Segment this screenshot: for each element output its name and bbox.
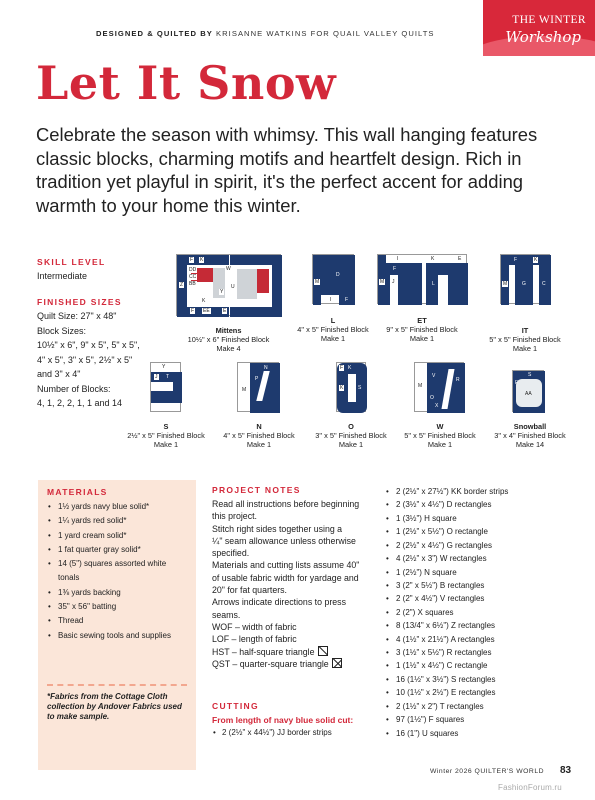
credit-name: KRISANNE WATKINS FOR QUAIL VALLEY QUILTS	[216, 29, 435, 38]
hst-definition: HST – half-square triangle	[212, 646, 315, 657]
it-caption: IT 5" x 5" Finished Block Make 1	[489, 326, 561, 354]
hst-symbol-icon	[318, 646, 328, 656]
issue-footer: Winter 2026 QUILTER'S WORLD	[430, 768, 545, 775]
materials-heading: MATERIALS	[47, 487, 108, 497]
o-block-diagram: F K K S	[336, 362, 366, 412]
w-block-diagram: V M R O X	[414, 362, 464, 412]
list-item: tonals	[58, 573, 80, 583]
snowball-block-diagram: S F AA	[512, 370, 544, 412]
list-item: • Thread	[47, 614, 192, 628]
list-item: • 2 (3½" x 4½") D rectangles	[384, 498, 584, 511]
finished-sizes-list: Quilt Size: 27" x 48" Block Sizes: 10½" x 6", 9" x 5", 5" x 5", 4" x 5", 3" x 5", 2½" x 5" and 3" x 4" Number of Blocks: 4, 1, 2, 2, 1, 1 and 14	[37, 311, 140, 408]
list-item: • 4 (1½" x 21½") A rectangles	[384, 633, 584, 646]
list-item: • 16 (1½" x 3½") S rectangles	[384, 673, 584, 686]
list-item: • 35" x 56" batting	[47, 600, 192, 614]
qst-symbol-icon	[332, 658, 342, 668]
list-item: • 1½ yards navy blue solid*	[47, 500, 192, 514]
cutting-item-first: • 2 (2½" x 44½") JJ border strips	[212, 728, 332, 737]
designer-credit	[96, 29, 435, 38]
list-item: • 1 (3½") H square	[384, 512, 584, 525]
list-item: • 2 (2½" x 27½") KK border strips	[384, 485, 584, 498]
qst-definition: QST – quarter-square triangle	[212, 658, 329, 669]
materials-panel	[38, 480, 196, 770]
mittens-caption: Mittens 10½" x 6" Finished Block Make 4	[187, 326, 270, 354]
list-item: • 97 (1½") F squares	[384, 713, 584, 726]
cutting-list	[384, 485, 584, 740]
list-item: • Basic sewing tools and supplies	[47, 629, 192, 643]
intro-paragraph: Celebrate the season with whimsy. This wall hanging features classic blocks, charming motifs and heartfelt design. Rich in tradition yet playful in spirit, it's the perfect accent for adding warmth to your home this winter.	[36, 124, 538, 216]
list-item: • 2 (2") X squares	[384, 606, 584, 619]
list-item: • 10 (1½" x 2½") E rectangles	[384, 686, 584, 699]
it-block-diagram: F K M G C	[500, 254, 550, 304]
snowball-caption: Snowball 3" x 4" Finished Block Make 14	[494, 422, 566, 450]
divider	[47, 684, 187, 686]
n-block-diagram: N P M G	[237, 362, 279, 412]
mittens-block-diagram: F K DD CC BB Z W U Y K F EE E	[176, 254, 281, 316]
w-caption: W 5" x 5" Finished Block Make 1	[404, 422, 476, 450]
series-line2: Workshop	[505, 28, 581, 46]
list-item: • 8 (13/4" x 6½") Z rectangles	[384, 619, 584, 632]
list-item: • 2 (1½" x 2") T rectangles	[384, 700, 584, 713]
materials-list	[47, 500, 192, 643]
page-title: Let It Snow	[36, 56, 337, 110]
list-item: • 1⅜ yards backing	[47, 586, 192, 600]
skill-level-value: Intermediate	[37, 271, 88, 281]
project-notes: Read all instructions before beginning this project. Stitch right sides together using a ¼" seam allowance unless otherwise specified. Materials and cutting lists assume 40" of usable fabric width for yardage and 20" for fat quarters. Arrows indicate directions to press seams. WOF – width of fabric LOF – length of fabric HST – half-square triangle QST – quarter-square triangle	[212, 499, 360, 669]
series-banner	[483, 0, 595, 56]
list-item: • 16 (1") U squares	[384, 727, 584, 740]
l-caption: L 4" x 5" Finished Block Make 1	[297, 316, 369, 344]
cutting-heading: CUTTING	[212, 701, 259, 711]
finished-sizes-label: FINISHED SIZES	[37, 297, 122, 307]
list-item: • 14 (5") squares assorted white	[47, 557, 192, 571]
cutting-subheading: From length of navy blue solid cut:	[212, 715, 354, 725]
list-item: • 2 (2½" x 4½") G rectangles	[384, 539, 584, 552]
list-item: • 3 (2" x 5½") B rectangles	[384, 579, 584, 592]
et-caption: ET 9" x 5" Finished Block Make 1	[386, 316, 458, 344]
s-caption: S 2½" x 5" Finished Block Make 1	[127, 422, 205, 450]
o-caption: O 3" x 5" Finished Block Make 1	[315, 422, 387, 450]
watermark: FashionForum.ru	[498, 783, 562, 792]
list-item: • 4 (2½" x 3") W rectangles	[384, 552, 584, 565]
et-block-diagram: I K E F M J L	[377, 254, 467, 304]
s-block-diagram: Y J T	[150, 362, 181, 412]
fabric-note: *Fabrics from the Cottage Cloth collection by Andover Fabrics used to make sample.	[47, 692, 182, 722]
list-item: • 1 (2½" x 5½") O rectangle	[384, 525, 584, 538]
list-item: • 1 (1½" x 4½") C rectangle	[384, 659, 584, 672]
project-notes-heading: PROJECT NOTES	[212, 485, 301, 495]
list-item: • 2 (2" x 4½") V rectangles	[384, 592, 584, 605]
list-item: • 1¼ yards red solid*	[47, 514, 192, 528]
list-item: • 1 fat quarter gray solid*	[47, 543, 192, 557]
skill-level-label: SKILL LEVEL	[37, 257, 106, 267]
list-item: • 1 (2½") N square	[384, 566, 584, 579]
list-item: • 3 (1½" x 5½") R rectangles	[384, 646, 584, 659]
series-line1: THE WINTER	[512, 14, 586, 26]
page-number: 83	[560, 765, 572, 776]
list-item: • 1 yard cream solid*	[47, 529, 192, 543]
n-caption: N 4" x 5" Finished Block Make 1	[223, 422, 295, 450]
credit-label: DESIGNED & QUILTED BY	[96, 29, 213, 38]
l-block-diagram: M D I F	[312, 254, 354, 304]
